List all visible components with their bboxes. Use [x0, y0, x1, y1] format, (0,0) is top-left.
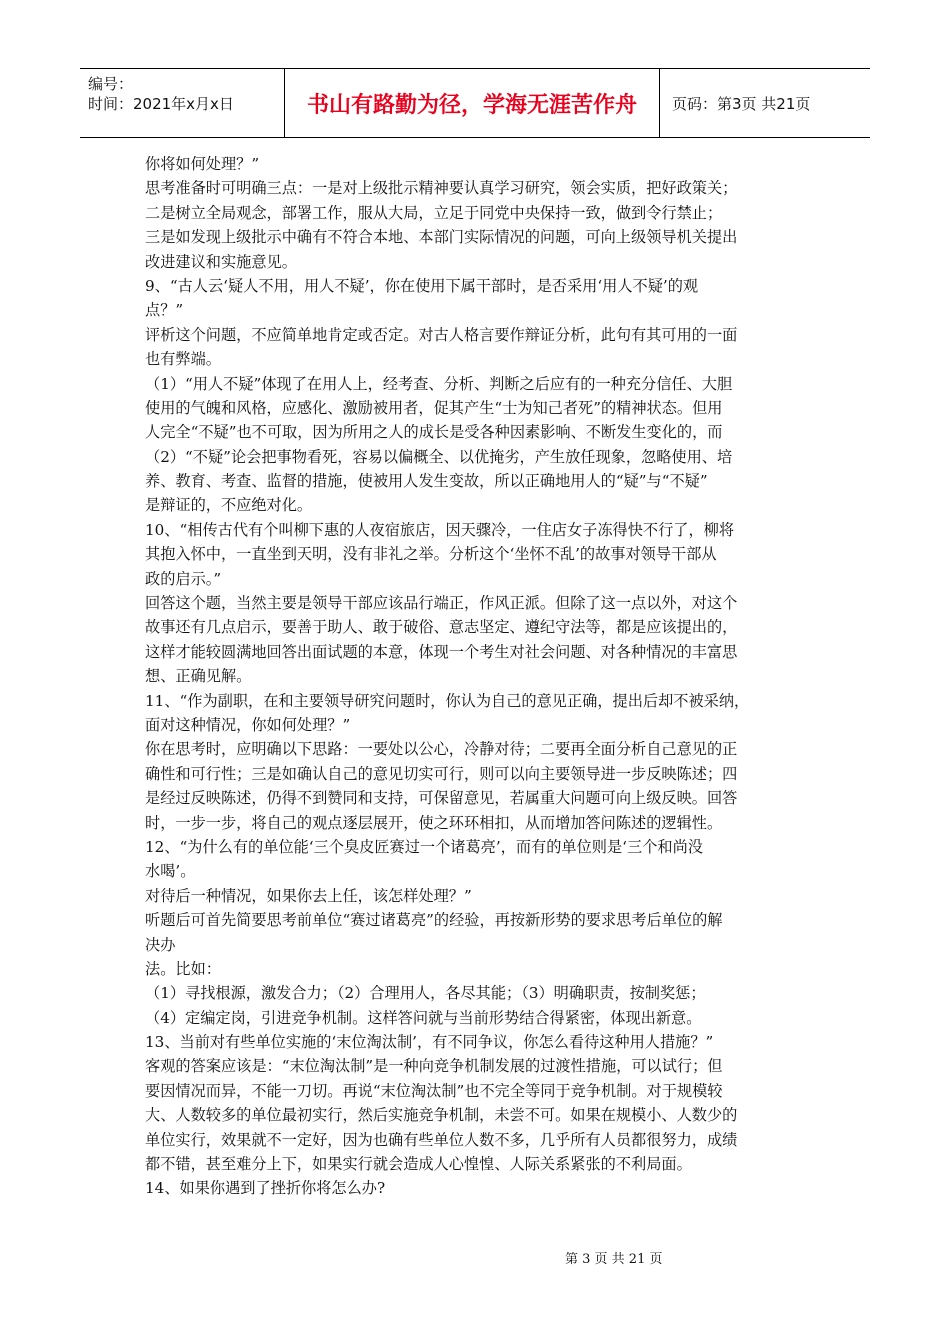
header-page-info: 页码：第3页 共21页 — [672, 94, 811, 113]
text-line: 养、教育、考查、监督的措施，使被用人发生变故，所以正确地用人的“疑”与“不疑” — [145, 472, 708, 491]
text-line: （2）“不疑”论会把事物看死，容易以偏概全、以优掩劣，产生放任现象，忽略使用、培 — [145, 447, 733, 466]
text-line: 大、人数较多的单位最初实行，然后实施竞争机制，未尝不可。如果在规模小、人数少的 — [145, 1106, 738, 1125]
text-line: 听题后可首先简要思考前单位“赛过诸葛亮”的经验，再按新形势的要求思考后单位的解 — [145, 911, 723, 930]
text-line: 客观的答案应该是：“末位淘汰制”是一种向竞争机制发展的过渡性措施，可以试行；但 — [145, 1057, 723, 1076]
text-line: 也有弊端。 — [145, 350, 221, 369]
text-line: 三是如发现上级批示中确有不符合本地、本部门实际情况的问题，可向上级领导机关提出 — [145, 228, 738, 247]
text-line: 12、“为什么有的单位能‘三个臭皮匠赛过一个诸葛亮’，而有的单位则是‘三个和尚没 — [145, 837, 703, 856]
text-line: 人完全“不疑”也不可取，因为所用之人的成长是受各种因素影响、不断发生变化的，而 — [145, 423, 723, 442]
text-line: （1）寻找根源，激发合力；（2）合理用人，各尽其能；（3）明确职责，按制奖惩； — [145, 984, 706, 1003]
text-line: 你将如何处理？” — [145, 155, 260, 173]
text-line: 确性和可行性；三是如确认自己的意见切实可行，则可以向主要领导进一步反映陈述；四 — [145, 764, 738, 783]
text-line: 都不错，甚至难分上下，如果实行就会造成人心惶惶、人际关系紧张的不利局面。 — [145, 1155, 692, 1174]
header-meta — [80, 69, 285, 137]
text-line: 水喝’。 — [145, 862, 196, 881]
text-line: 决办 — [145, 935, 176, 954]
text-line: 点？” — [145, 301, 184, 320]
text-line: 你在思考时，应明确以下思路：一要处以公心，冷静对待；二要再全面分析自己意见的正 — [145, 740, 738, 759]
text-line: 9、“古人云‘疑人不用，用人不疑’，你在使用下属干部时，是否采用‘用人不疑’的观 — [145, 276, 699, 295]
text-line: 单位实行，效果就不一定好，因为也确有些单位人数不多，几乎所有人员都很努力，成绩 — [145, 1130, 738, 1149]
text-line: 这样才能较圆满地回答出面试题的本意，体现一个考生对社会问题、对各种情况的丰富思 — [145, 642, 738, 661]
page-header — [80, 68, 870, 138]
text-line: 想、正确见解。 — [145, 667, 252, 686]
document-body — [145, 152, 810, 1201]
text-line: 故事还有几点启示，要善于助人、敢于破俗、意志坚定、遵纪守法等，都是应该提出的， — [145, 618, 738, 637]
text-line: 14、如果你遇到了挫折你将怎么办? — [145, 1179, 386, 1198]
text-line: 使用的气魄和风格，应感化、激励被用者，促其产生“士为知己者死”的精神状态。但用 — [145, 398, 723, 417]
header-motto: 书山有路勤为径，学海无涯苦作舟 — [285, 69, 660, 137]
number-label: 编号： — [88, 75, 134, 93]
text-line: 是辩证的，不应绝对化。 — [145, 496, 313, 515]
text-line: 11、“作为副职，在和主要领导研究问题时，你认为自己的意见正确，提出后却不被采纳， — [145, 691, 750, 710]
text-line: 思考准备时可明确三点：一是对上级批示精神要认真学习研究，领会实质，把好政策关； — [145, 179, 738, 198]
text-line: 政的启示。” — [145, 569, 222, 588]
footer-page-number: 第 3 页 共 21 页 — [565, 1252, 663, 1267]
time-label: 时间：2021年x月x日 — [88, 95, 234, 113]
text-line: 二是树立全局观念，部署工作，服从大局，立足于同党中央保持一致，做到令行禁止； — [145, 203, 723, 222]
text-line: 其抱入怀中，一直坐到天明，没有非礼之举。分析这个‘坐怀不乱’的故事对领导干部从 — [145, 545, 717, 564]
text-line: 要因情况而异，不能一刀切。再说“末位淘汰制”也不完全等同于竞争机制。对于规模较 — [145, 1081, 723, 1100]
text-line: （1）“用人不疑”体现了在用人上，经考查、分析、判断之后应有的一种充分信任、大胆 — [145, 374, 733, 393]
text-line: 面对这种情况，你如何处理？” — [145, 715, 351, 734]
text-line: 评析这个问题，不应简单地肯定或否定。对古人格言要作辩证分析，此句有其可用的一面 — [145, 325, 738, 344]
text-line: 是经过反映陈述，仍得不到赞同和支持，可保留意见，若属重大问题可向上级反映。回答 — [145, 789, 738, 808]
text-line: 10、“相传古代有个叫柳下惠的人夜宿旅店，因天骤冷，一住店女子冻得快不行了，柳将 — [145, 520, 735, 539]
text-line: 对待后一种情况，如果你去上任，该怎样处理？” — [145, 886, 472, 905]
text-line: 回答这个题，当然主要是领导干部应该品行端正，作风正派。但除了这一点以外，对这个 — [145, 594, 738, 613]
text-line: （4）定编定岗，引进竞争机制。这样答问就与当前形势结合得紧密，体现出新意。 — [145, 1008, 702, 1027]
text-line: 时，一步一步，将自己的观点逐层展开，使之环环相扣，从而增加答问陈述的逻辑性。 — [145, 813, 723, 832]
text-line: 13、当前对有些单位实施的‘末位淘汰制’，有不同争议，你怎么看待这种用人措施？” — [145, 1033, 714, 1052]
text-line: 改进建议和实施意见。 — [145, 252, 297, 271]
text-line: 法。比如： — [145, 959, 221, 978]
